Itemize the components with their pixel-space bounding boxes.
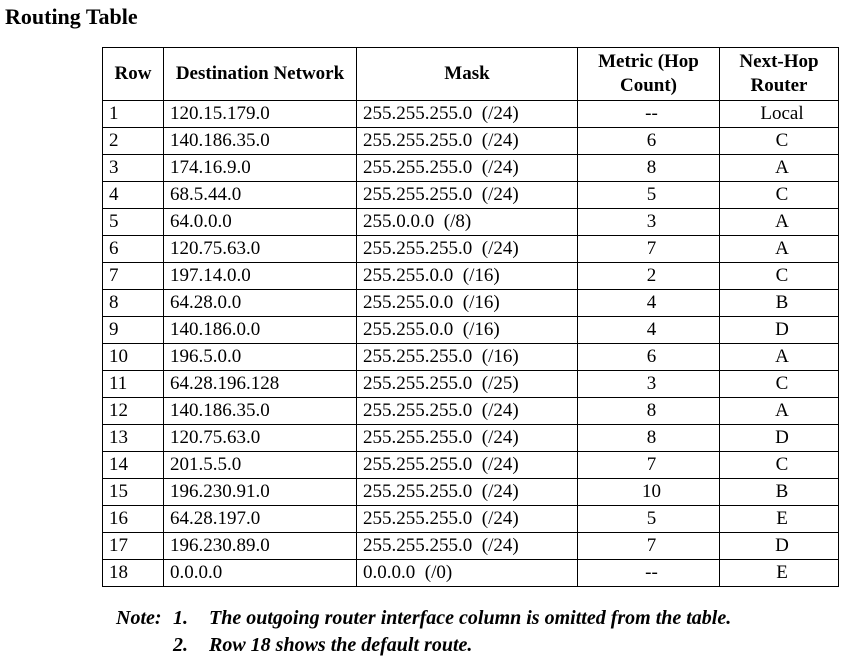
table-row xyxy=(103,182,839,209)
cell-row-number: 2 xyxy=(103,128,164,155)
cell-destination-network: 201.5.5.0 xyxy=(164,452,357,479)
note-text: The outgoing router interface column is omitted from the table. xyxy=(209,607,732,629)
cell-row-number: 9 xyxy=(103,317,164,344)
cell-mask: 255.255.255.0 (/24) xyxy=(357,533,578,560)
cell-metric: 3 xyxy=(578,209,720,236)
table-row xyxy=(103,479,839,506)
cell-next-hop-router: E xyxy=(720,506,839,533)
cell-destination-network: 140.186.0.0 xyxy=(164,317,357,344)
cell-destination-network: 64.28.196.128 xyxy=(164,371,357,398)
cell-destination-network: 64.0.0.0 xyxy=(164,209,357,236)
table-row xyxy=(103,263,839,290)
cell-next-hop-router: A xyxy=(720,236,839,263)
cell-destination-network: 140.186.35.0 xyxy=(164,128,357,155)
notes xyxy=(116,605,731,659)
cell-row-number: 16 xyxy=(103,506,164,533)
table-row xyxy=(103,344,839,371)
cell-destination-network: 140.186.35.0 xyxy=(164,398,357,425)
cell-next-hop-router: A xyxy=(720,344,839,371)
table-row xyxy=(103,290,839,317)
cell-mask: 0.0.0.0 (/0) xyxy=(357,560,578,587)
note-prefix: Note: xyxy=(116,607,162,629)
cell-next-hop-router: D xyxy=(720,533,839,560)
cell-row-number: 5 xyxy=(103,209,164,236)
cell-metric: 3 xyxy=(578,371,720,398)
cell-metric: -- xyxy=(578,560,720,587)
cell-metric: 8 xyxy=(578,398,720,425)
cell-mask: 255.255.255.0 (/24) xyxy=(357,155,578,182)
cell-destination-network: 174.16.9.0 xyxy=(164,155,357,182)
cell-metric: 7 xyxy=(578,236,720,263)
column-header-next-hop: Next-Hop Router xyxy=(720,48,839,101)
note-text: Row 18 shows the default route. xyxy=(209,634,473,656)
cell-metric: 7 xyxy=(578,452,720,479)
cell-row-number: 7 xyxy=(103,263,164,290)
cell-next-hop-router: A xyxy=(720,155,839,182)
cell-metric: 7 xyxy=(578,533,720,560)
cell-destination-network: 68.5.44.0 xyxy=(164,182,357,209)
column-header-destination: Destination Network xyxy=(164,48,357,101)
note-number: 2. xyxy=(173,634,188,656)
cell-metric: -- xyxy=(578,101,720,128)
table-row xyxy=(103,398,839,425)
cell-row-number: 6 xyxy=(103,236,164,263)
note-prefix-spacer xyxy=(116,632,173,659)
routing-table xyxy=(102,47,839,587)
table-row xyxy=(103,101,839,128)
cell-destination-network: 196.230.89.0 xyxy=(164,533,357,560)
cell-row-number: 13 xyxy=(103,425,164,452)
table-row xyxy=(103,155,839,182)
cell-next-hop-router: D xyxy=(720,317,839,344)
cell-destination-network: 64.28.0.0 xyxy=(164,290,357,317)
cell-destination-network: 64.28.197.0 xyxy=(164,506,357,533)
cell-next-hop-router: C xyxy=(720,182,839,209)
cell-mask: 255.255.255.0 (/24) xyxy=(357,452,578,479)
cell-mask: 255.255.255.0 (/24) xyxy=(357,236,578,263)
cell-metric: 6 xyxy=(578,344,720,371)
table-row xyxy=(103,209,839,236)
cell-metric: 4 xyxy=(578,290,720,317)
cell-mask: 255.255.255.0 (/24) xyxy=(357,398,578,425)
cell-mask: 255.0.0.0 (/8) xyxy=(357,209,578,236)
cell-destination-network: 196.5.0.0 xyxy=(164,344,357,371)
page-title: Routing Table xyxy=(5,4,138,29)
cell-mask: 255.255.0.0 (/16) xyxy=(357,290,578,317)
cell-row-number: 12 xyxy=(103,398,164,425)
cell-mask: 255.255.0.0 (/16) xyxy=(357,317,578,344)
cell-row-number: 10 xyxy=(103,344,164,371)
cell-destination-network: 120.75.63.0 xyxy=(164,236,357,263)
cell-row-number: 4 xyxy=(103,182,164,209)
table-row xyxy=(103,533,839,560)
cell-next-hop-router: B xyxy=(720,290,839,317)
cell-next-hop-router: C xyxy=(720,452,839,479)
cell-metric: 5 xyxy=(578,182,720,209)
table-row xyxy=(103,560,839,587)
cell-metric: 6 xyxy=(578,128,720,155)
table-row xyxy=(103,425,839,452)
cell-next-hop-router: Local xyxy=(720,101,839,128)
column-header-mask: Mask xyxy=(357,48,578,101)
cell-next-hop-router: C xyxy=(720,371,839,398)
cell-destination-network: 197.14.0.0 xyxy=(164,263,357,290)
cell-row-number: 11 xyxy=(103,371,164,398)
note-line-2 xyxy=(116,632,731,659)
cell-mask: 255.255.255.0 (/24) xyxy=(357,425,578,452)
cell-mask: 255.255.255.0 (/25) xyxy=(357,371,578,398)
note-number: 1. xyxy=(173,607,188,629)
cell-destination-network: 196.230.91.0 xyxy=(164,479,357,506)
table-row xyxy=(103,506,839,533)
cell-row-number: 15 xyxy=(103,479,164,506)
cell-mask: 255.255.255.0 (/24) xyxy=(357,101,578,128)
cell-mask: 255.255.255.0 (/24) xyxy=(357,506,578,533)
cell-metric: 4 xyxy=(578,317,720,344)
cell-metric: 8 xyxy=(578,425,720,452)
cell-metric: 10 xyxy=(578,479,720,506)
cell-destination-network: 120.15.179.0 xyxy=(164,101,357,128)
cell-next-hop-router: E xyxy=(720,560,839,587)
cell-row-number: 18 xyxy=(103,560,164,587)
table-row xyxy=(103,371,839,398)
cell-next-hop-router: A xyxy=(720,398,839,425)
table-row xyxy=(103,317,839,344)
cell-next-hop-router: A xyxy=(720,209,839,236)
note-line-1 xyxy=(116,605,731,632)
cell-row-number: 1 xyxy=(103,101,164,128)
table-header-row xyxy=(103,48,839,101)
cell-next-hop-router: B xyxy=(720,479,839,506)
table-row xyxy=(103,236,839,263)
cell-mask: 255.255.0.0 (/16) xyxy=(357,263,578,290)
cell-mask: 255.255.255.0 (/24) xyxy=(357,182,578,209)
table-row xyxy=(103,452,839,479)
cell-mask: 255.255.255.0 (/24) xyxy=(357,128,578,155)
cell-row-number: 14 xyxy=(103,452,164,479)
column-header-metric: Metric (Hop Count) xyxy=(578,48,720,101)
cell-row-number: 8 xyxy=(103,290,164,317)
cell-mask: 255.255.255.0 (/24) xyxy=(357,479,578,506)
cell-next-hop-router: D xyxy=(720,425,839,452)
cell-destination-network: 0.0.0.0 xyxy=(164,560,357,587)
cell-metric: 5 xyxy=(578,506,720,533)
cell-mask: 255.255.255.0 (/16) xyxy=(357,344,578,371)
table-row xyxy=(103,128,839,155)
table-body xyxy=(103,101,839,587)
cell-metric: 2 xyxy=(578,263,720,290)
column-header-row: Row xyxy=(103,48,164,101)
cell-row-number: 3 xyxy=(103,155,164,182)
cell-metric: 8 xyxy=(578,155,720,182)
cell-next-hop-router: C xyxy=(720,263,839,290)
cell-next-hop-router: C xyxy=(720,128,839,155)
cell-destination-network: 120.75.63.0 xyxy=(164,425,357,452)
cell-row-number: 17 xyxy=(103,533,164,560)
